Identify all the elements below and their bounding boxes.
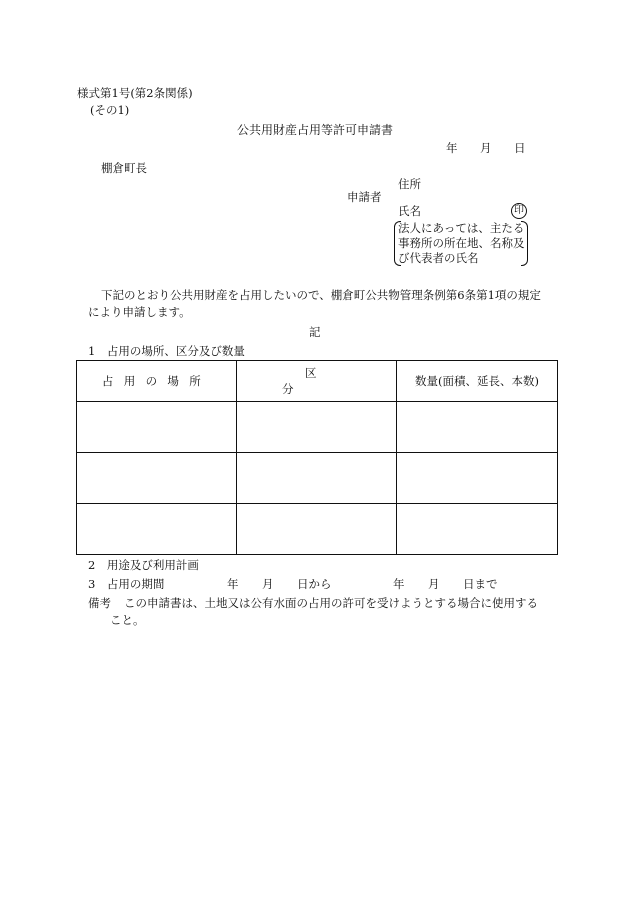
date-month: 月	[480, 141, 492, 155]
table-cell[interactable]	[397, 402, 558, 453]
corporate-note-line-1: 法人にあっては、主たる	[398, 221, 525, 235]
remarks-line-1: この申請書は、土地又は公有水面の占用の許可を受けようとする場合に使用する	[124, 596, 538, 610]
table-cell[interactable]	[237, 402, 397, 453]
name-label: 氏名	[398, 204, 421, 218]
corporate-note-line-2: 事務所の所在地、名称及	[398, 236, 525, 250]
table-cell[interactable]	[397, 504, 558, 555]
addressee: 棚倉町長	[101, 161, 147, 175]
table-cell[interactable]	[77, 504, 237, 555]
table-cell[interactable]	[237, 453, 397, 504]
header-place: 占用の場所	[77, 361, 237, 402]
remarks-label: 備考	[88, 596, 111, 610]
address-label: 住所	[398, 177, 421, 191]
table-header-row	[77, 361, 558, 402]
seal-mark: 印	[511, 203, 527, 219]
occupancy-table	[76, 360, 558, 555]
header-category-text: 区分	[282, 366, 374, 396]
period-to-year: 年	[393, 577, 405, 591]
corporate-note-line-3: び代表者の氏名	[398, 251, 479, 265]
period-from-day: 日から	[297, 577, 332, 591]
table-row	[77, 504, 558, 555]
body-line-2: により申請します。	[88, 305, 191, 319]
form-number: 様式第1号(第2条関係)	[77, 86, 193, 100]
period-from-year: 年	[227, 577, 239, 591]
period-from-month: 月	[262, 577, 274, 591]
ki-marker: 記	[309, 325, 321, 339]
period-label: 3 占用の期間	[88, 577, 165, 591]
form-title: 公共用財産占用等許可申請書	[237, 123, 394, 137]
header-quantity: 数量(面積、延長、本数)	[397, 361, 558, 402]
table-row	[77, 453, 558, 504]
section-1-heading: 1 占用の場所、区分及び数量	[88, 344, 245, 358]
table-cell[interactable]	[397, 453, 558, 504]
corporate-note-bracket	[394, 221, 528, 266]
date-day: 日	[514, 141, 526, 155]
date-year: 年	[446, 141, 458, 155]
section-2-heading: 2 用途及び利用計画	[88, 558, 199, 572]
sub-number: (その1)	[90, 103, 130, 117]
header-category	[237, 361, 397, 402]
body-line-1: 下記のとおり公共用財産を占用したいので、棚倉町公共物管理条例第6条第1項の規定	[101, 288, 541, 302]
period-to-day: 日まで	[463, 577, 498, 591]
table-cell[interactable]	[237, 504, 397, 555]
table-row	[77, 402, 558, 453]
applicant-label: 申請者	[347, 190, 382, 204]
table-cell[interactable]	[77, 453, 237, 504]
remarks-line-2: こと。	[110, 613, 145, 627]
table-cell[interactable]	[77, 402, 237, 453]
period-to-month: 月	[428, 577, 440, 591]
